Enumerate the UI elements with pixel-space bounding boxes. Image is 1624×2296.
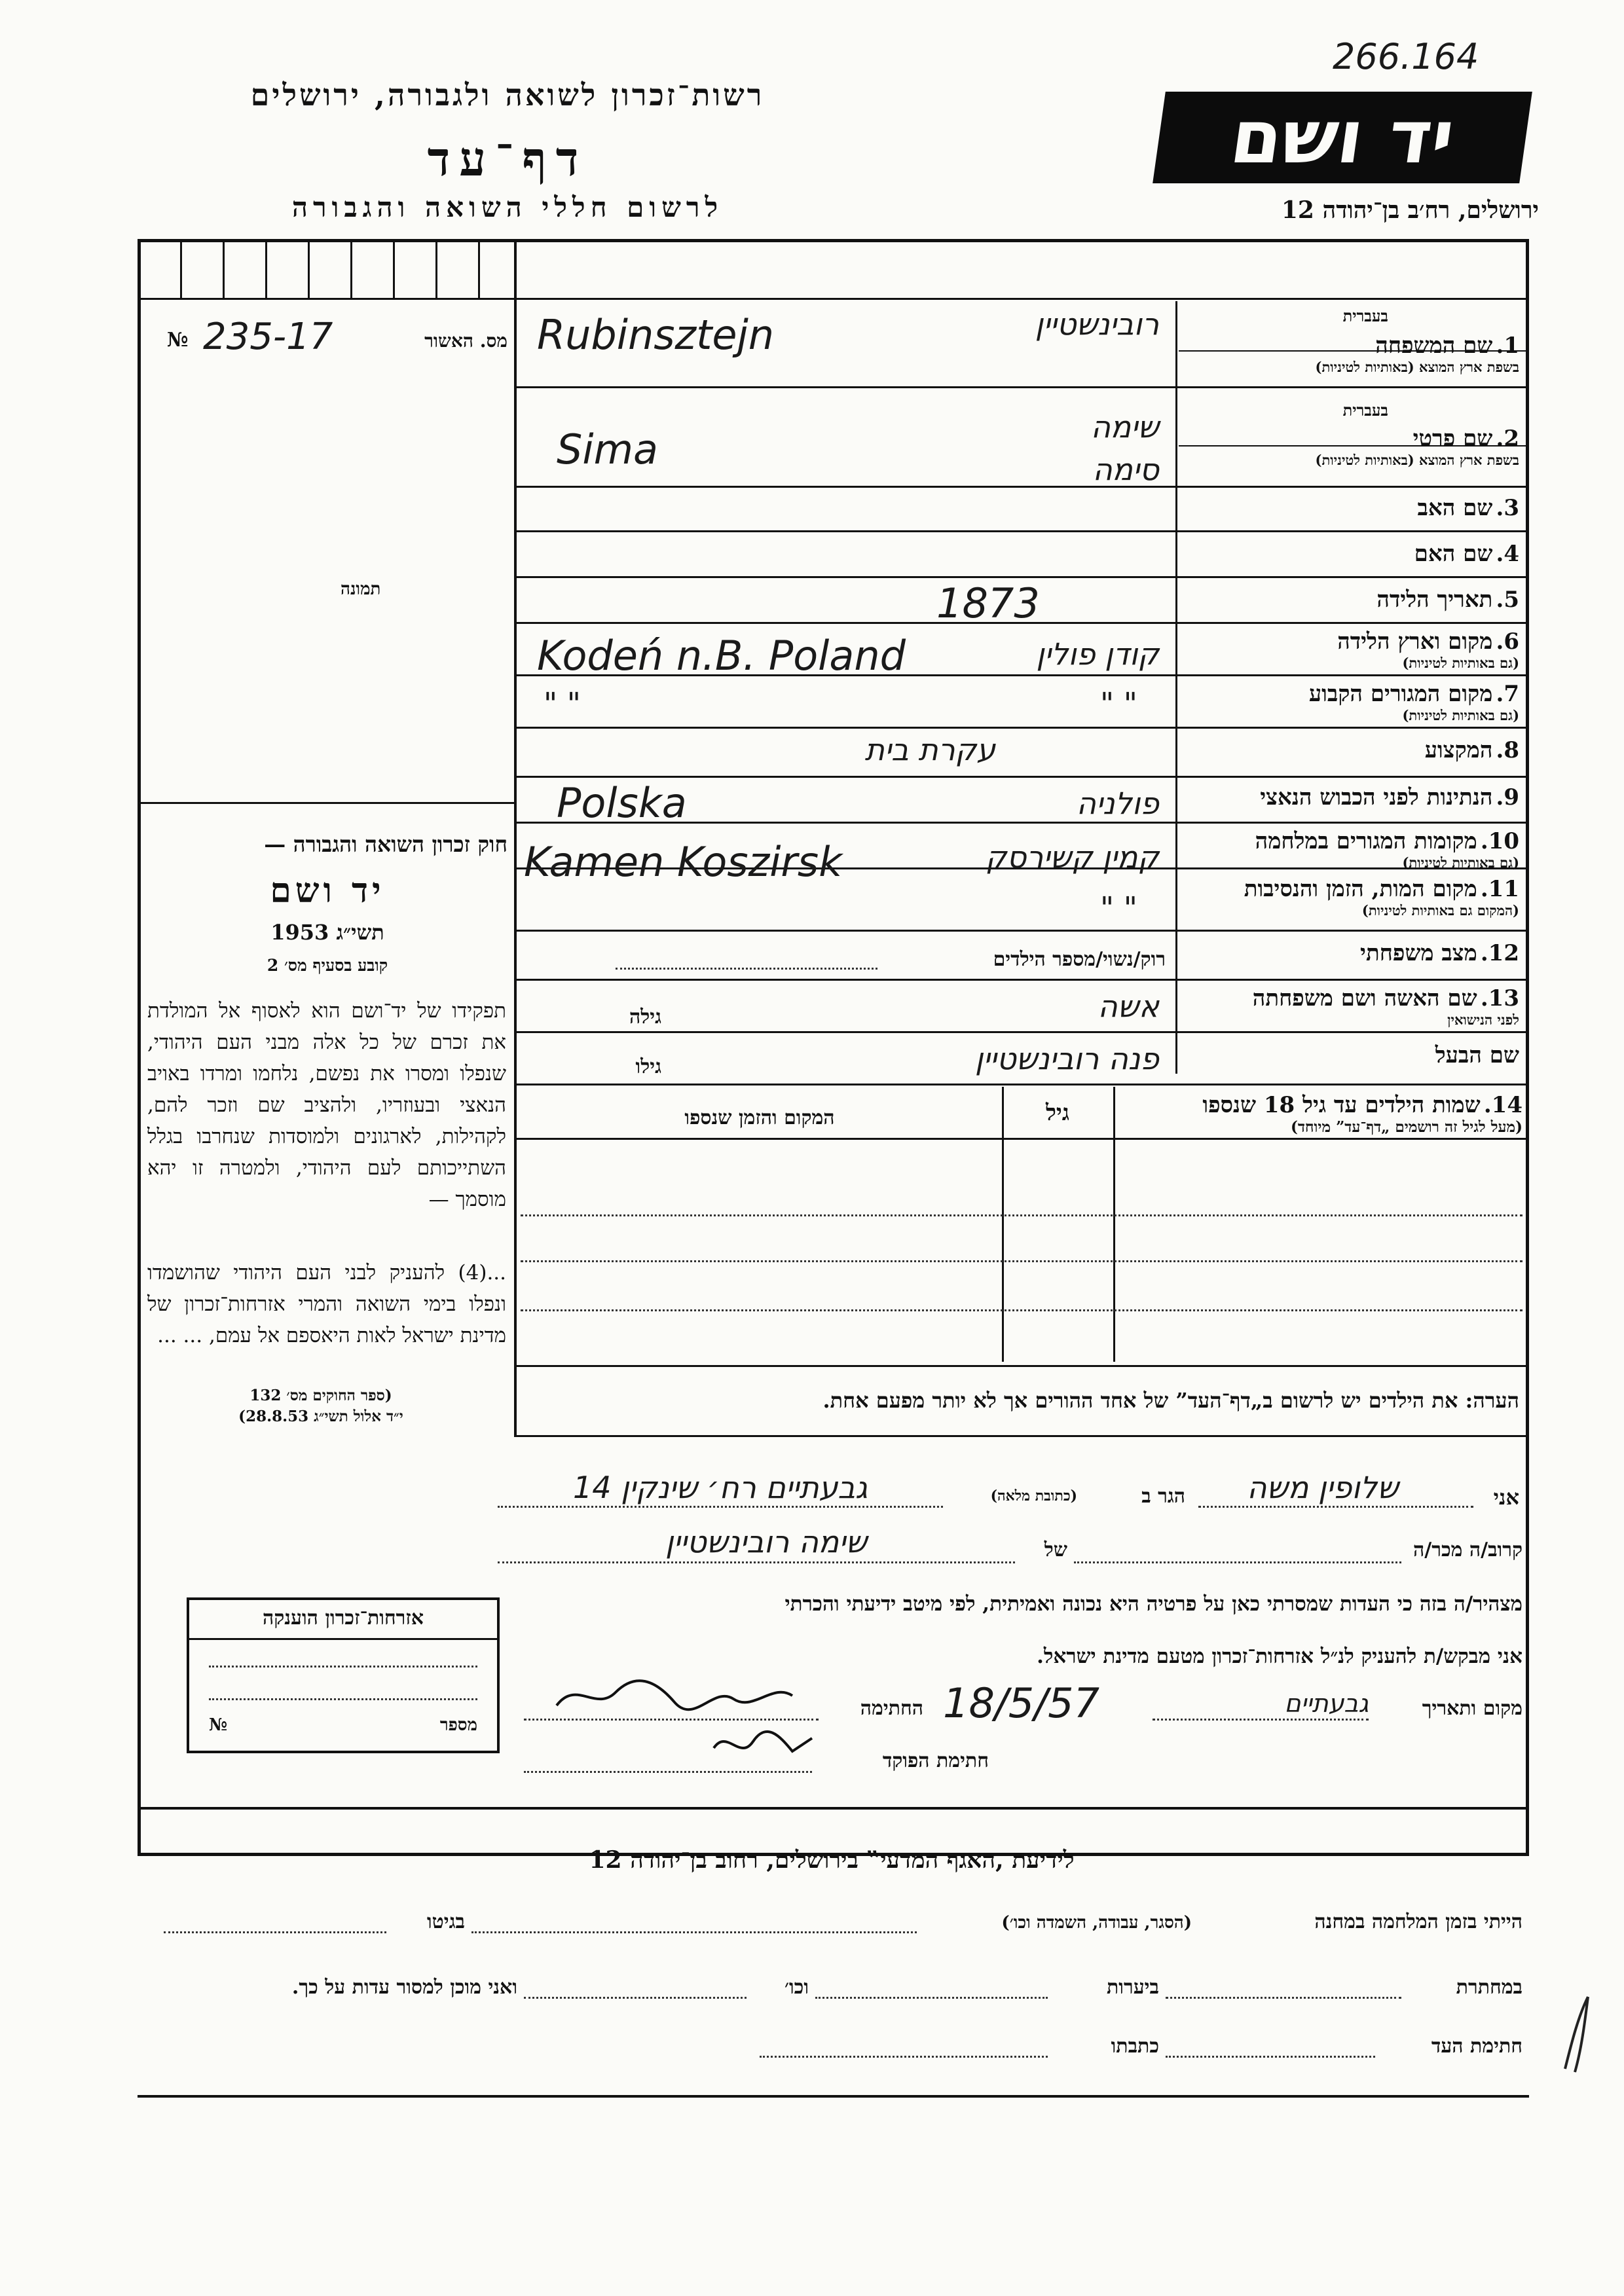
approval-prefix: № [167,329,189,352]
field-sublabel: (גם באותיות לטיניות) [1402,707,1519,723]
field-label: מקומות המגורים במלחמה [1255,828,1477,854]
field-profession [1179,737,1519,763]
officer-signature [707,1722,819,1768]
bottom-section-bottom [138,2095,1529,2098]
reference-code: 266.164 [1333,36,1479,77]
citizenship-box-title: אזרחות־זכרון הוענקה [189,1600,497,1640]
field-wartime-residence [1179,828,1519,871]
field-number: 10. [1480,828,1519,854]
decl-place-date-label: מקום ותאריך [1422,1697,1522,1720]
field-number: 11. [1480,876,1519,902]
field-surname [1179,306,1519,376]
first-name-hebrew-value: שימה [1090,409,1159,445]
children-age-header: גיל [1045,1100,1070,1126]
birth-place-latin-value: Kodeń n.B. Poland [537,632,906,680]
field-number: 9. [1496,784,1519,811]
field-label: שם המשפחה [1375,333,1493,359]
pen-mark [1559,1990,1598,2075]
bottom-title: לידיעת ,האגף המדעי‟ בירושלים, רחוב בן־יהודה 12 [589,1846,1075,1874]
dotted-line [498,1506,943,1508]
bottom-ghetto-label: בגיטו [426,1910,465,1933]
law-source-date: י״ד אלול תשי״ג 28.8.53) [238,1408,403,1425]
bottom-forests-label: ביערות [1106,1976,1159,1999]
children-count-label: רוק/נשוי/מספר הילדים [993,948,1166,971]
dotted-line [815,1997,1048,1999]
field-wife-name [1179,985,1519,1029]
margin-pen-mark [1559,1990,1598,2075]
decl-name-value: שלופין משה [1247,1470,1399,1505]
left-column-divider [514,239,517,1437]
strip-cell-div [435,239,437,298]
residence-latin-value: " " [544,686,581,721]
field-number: 14. [1483,1092,1522,1118]
dotted-line [524,1771,812,1773]
field-number: 3. [1496,495,1519,521]
field-number: 6. [1496,629,1519,655]
field-sublabel: לפני הנישואין [1447,1011,1519,1028]
children-row-line [521,1260,1522,1262]
field-birth-place [1179,629,1519,672]
field-number: 4. [1496,541,1519,567]
bottom-address-label: כתבתו [1111,2035,1159,2058]
field-label: שם האשה ושם משפחתה [1252,985,1477,1011]
decl-date-value: 18/5/57 [943,1679,1100,1727]
wife-age-label: גילה [629,1006,661,1029]
field-first-name [1179,401,1519,469]
bottom-camp-label: הייתי בזמן המלחמה במחנה [1314,1910,1522,1933]
strip-cell-div [393,239,395,298]
children-row-line [521,1214,1522,1216]
field-label: שם הבעל [1435,1042,1519,1068]
field-hebrew-tag: בעברית [1342,306,1388,325]
decl-i-am-label: אני [1493,1485,1519,1510]
children-note: הערה: את הילדים יש לרשום ב„דף־העד” של אחד ההורים אך לא יותר מפעם אחת. [822,1388,1519,1413]
field-number: 8. [1496,737,1519,763]
decl-request: אני מבקש/ת להעניק לנ״ל אזרחות־זכרון מטעם מדינת ישראל. [1037,1645,1522,1668]
strip-cell-div [350,239,352,298]
witness-signature [550,1673,799,1719]
dotted-line [760,2056,1048,2058]
law-item-4: ...(4) להעניק לבני העם היהודי שהושמדו ונפלו בימי השואה והמרי אזרחות־זכרון של מדינת ישראל לאות היאספם אל עמם, ... ... [147,1261,506,1347]
decl-resides-label: הגר ב [1141,1485,1185,1508]
field-number: 5. [1496,587,1519,613]
dotted-line [1166,1997,1401,1999]
field-residence [1179,681,1519,724]
law-name: יד ושם [270,871,385,911]
field-label: המקצוע [1424,737,1493,763]
dotted-line [524,1997,747,1999]
row-divider [517,530,1528,532]
husband-age-label: גילו [635,1055,661,1078]
citizenship-box-num-label: מספר [439,1715,477,1735]
photo-label: תמונה [341,579,381,599]
frame-top-border [138,239,1529,242]
decl-of-label: של [1044,1539,1067,1561]
row-divider [517,1138,1528,1140]
approval-value: 235-17 [203,316,333,358]
row-divider [517,386,1528,388]
residence-hebrew-value: " " [1100,686,1137,721]
field-number: 7. [1496,681,1519,707]
row-divider [517,979,1528,981]
law-source: (ספר החוקים מס׳ 132 [249,1387,392,1404]
field-number: 2. [1496,426,1519,452]
husband-name-value: פנה רובינשטיין [974,1041,1159,1076]
field-number: 13. [1480,985,1519,1011]
children-col-divider [1002,1087,1004,1362]
decl-address-value: גבעתיים רח׳ שינקין 14 [573,1470,868,1505]
field-label: שם פרטי [1412,426,1493,452]
note-bottom [517,1435,1528,1437]
first-name-hebrew-alt-value: סימה [1092,452,1159,487]
field-sublabel: (גם באותיות לטיניות) [1402,854,1519,871]
field-label: שם האם [1414,541,1493,567]
profession-value: עקרת בית [864,732,995,767]
field-number: 12. [1480,940,1519,966]
bottom-underground-label: במחתרת [1456,1976,1522,1999]
law-clause: קובע בסעיף מס׳ 2 [267,956,388,975]
children-header [1120,1092,1522,1136]
dotted-line [1198,1506,1473,1508]
children-row-line [521,1309,1522,1311]
children-place-header: המקום והזמן שנספו [684,1106,835,1129]
decl-statement: מצהיר/ה בזה כי העדות שמסרתי כאן על פרטיה היא נכונה ואמיתית, לפי מיטב ידיעתי והכרתי [784,1592,1522,1616]
field-hebrew-tag: בעברית [1342,401,1388,420]
decl-place-value: גבעתיים [1284,1689,1369,1718]
signature-scribble [550,1673,799,1719]
form-title: דף־עד [427,131,588,187]
photo-box-bottom [138,802,516,804]
bottom-witness-signature-label: חתימת העד [1431,2035,1522,2058]
children-sublabel: (מעל לגיל זה רושמים „דף־עד” מיוחד) [1290,1118,1522,1136]
strip-cell-div [478,239,480,298]
decl-address-note: (כתובת מלאה) [990,1487,1077,1504]
nationality-hebrew-value: פולניה [1076,786,1159,821]
field-number: 1. [1496,333,1519,359]
wartime-residence-hebrew-value: קמין קשירסק [985,839,1159,875]
dotted-line [164,1931,386,1933]
dotted-line [1153,1719,1369,1721]
institution-name: רשות־זכרון לשואה ולגבורה, ירושלים [250,77,765,113]
frame-left-border [138,239,141,1856]
death-place-value: " " [1100,890,1137,926]
decl-signature-label: החתימה [860,1697,923,1720]
top-strip-line [138,298,1529,300]
dotted-line [209,1698,477,1700]
bottom-camp-note: (הסגר, עבודה, השמדה וכו׳) [1001,1913,1192,1933]
field-birth-date [1179,587,1519,613]
dotted-line [471,1931,917,1933]
dotted-line [498,1561,1015,1563]
approval-number [167,316,507,360]
bottom-testimony-label: ואני מוכן למסור עדות על כך. [291,1976,517,1999]
bottom-etc-label: וכו׳ [784,1976,809,1999]
signature-scribble [707,1722,819,1768]
law-year: תשי״ג 1953 [270,920,384,945]
field-label: מקום המות, הזמן והנסיבות [1244,876,1477,902]
row-divider [517,1031,1528,1033]
field-label: מקום וארץ הלידה [1337,629,1493,655]
logo-text: יד ושם [1225,95,1460,180]
birth-date-value: 1873 [936,579,1040,627]
field-label: שם האב [1417,495,1493,521]
wartime-residence-latin-value: Kamen Koszirsk [524,838,843,886]
strip-cell-div [265,239,267,298]
children-col-divider [1113,1087,1115,1362]
field-label: הנתינות לפני הכבוש הנאצי [1260,784,1493,811]
citizenship-box-prefix: № [209,1715,228,1735]
field-death-place [1179,876,1519,919]
law-title: חוק זכרון השואה והגבורה — [264,831,507,857]
strip-cell-div [180,239,182,298]
dotted-line [616,968,877,970]
label-column-divider [1175,301,1177,1074]
field-marital-status [1179,940,1519,966]
dotted-line [209,1666,477,1667]
dotted-line [1074,1561,1401,1563]
surname-latin-value: Rubinsztejn [537,311,775,359]
strip-cell-div [308,239,310,298]
field-mother-name [1179,541,1519,567]
row-divider [517,727,1528,729]
nationality-latin-value: Polska [557,779,687,827]
row-divider [517,776,1528,778]
first-name-latin-value: Sima [557,426,658,473]
yad-vashem-logo [1153,92,1532,183]
header-address: ירושלים, רח׳ב בן־יהודה 12 [1281,196,1539,224]
approval-label: מס. האשור [424,330,507,352]
field-label: תאריך הלידה [1376,587,1493,613]
dotted-line [524,1719,819,1721]
bottom-section-top [138,1807,1529,1810]
citizenship-box [187,1597,500,1753]
field-label: מקום המגורים הקבוע [1308,681,1493,707]
row-divider [517,930,1528,932]
field-sublabel: (גם באותיות לטיניות) [1402,655,1519,671]
frame-right-border [1526,239,1529,1856]
law-body: תפקידו של יד־ושם הוא לאסוף אל המולדת את זכרם של כל אלה מבני העם היהודי, שנפלו ומסרו את נפשם, נלחמו ומרדו באויב הנאצי ובעוזריו, ולהציב שם וזכר להם, לקהילות, לארגונים ולמוסדות שנחרבו בגלל השתייכותם לעם היהודי, ולמטרה זו יהא מוסמך — [147,999,506,1211]
children-label: שמות הילדים עד גיל 18 שנספו [1202,1092,1481,1118]
strip-cell-div [223,239,225,298]
field-husband-name [1179,1042,1519,1068]
dotted-line [1166,2056,1375,2058]
row-divider [517,576,1528,578]
row-divider [517,1084,1528,1085]
field-nationality [1179,784,1519,811]
birth-place-hebrew-value: קודן פולין [1036,636,1159,672]
decl-relative-label: קרוב/ה מכר/ה [1413,1539,1522,1561]
field-sublabel: בשפת ארץ המוצא (באותיות לטיניות) [1315,359,1519,375]
decl-officer-label: חתימת הפוקד [882,1749,989,1772]
children-table-bottom [517,1365,1528,1367]
form-subtitle: לרשום חללי השואה והגבורה [291,191,724,223]
surname-hebrew-value: רובינשטיין [1035,306,1159,342]
field-sublabel: (המקום גם באותיות לטיניות) [1361,902,1519,919]
field-sublabel: בשפת ארץ המוצא (באותיות לטיניות) [1315,452,1519,468]
wife-name-value: אשה [1098,989,1159,1024]
field-father-name [1179,495,1519,521]
field-label: מצב משפחתי [1360,940,1477,966]
decl-of-value: שימה רובינשטיין [665,1524,868,1559]
